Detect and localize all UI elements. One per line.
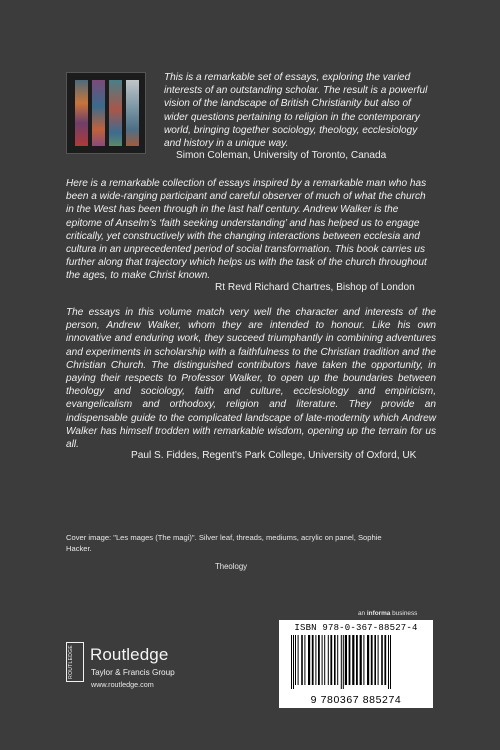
barcode-bar <box>308 635 310 685</box>
cover-image-credit: Cover image: "Les mages (The magi)". Silver leaf, threads, mediums, acrylic on panel, Sophie Hacker. <box>66 533 382 553</box>
barcode-bar <box>312 635 314 685</box>
artwork-panel <box>109 80 122 146</box>
barcode-bars <box>289 635 423 689</box>
barcode-bar <box>291 635 292 689</box>
barcode-bar <box>384 635 386 685</box>
informa-prefix: an <box>358 610 366 617</box>
barcode-bar <box>349 635 351 685</box>
cover-artwork-thumbnail <box>66 72 146 154</box>
barcode-bar <box>360 635 362 685</box>
artwork-panel <box>75 80 88 146</box>
barcode-bar <box>352 635 354 685</box>
ean-digits: 9 780367 885274 <box>310 694 402 706</box>
barcode-bar <box>315 635 316 685</box>
barcode-bar <box>337 635 338 685</box>
barcode-bar <box>334 635 336 685</box>
barcode-bar <box>345 635 347 685</box>
barcode-bar <box>343 635 344 689</box>
barcode-bar <box>301 635 303 685</box>
barcode-bar <box>381 635 383 685</box>
endorsement-attribution: Rt Revd Richard Chartres, Bishop of London <box>215 282 415 293</box>
informa-business-label <box>358 610 417 617</box>
barcode-bar <box>328 635 329 685</box>
barcode-bar <box>374 635 376 685</box>
endorsement-coleman <box>164 71 436 150</box>
barcode-bar <box>324 635 325 685</box>
barcode-bar <box>367 635 369 685</box>
publisher-url[interactable]: www.routledge.com <box>91 680 154 689</box>
barcode-bar <box>330 635 332 685</box>
barcode-bar <box>371 635 373 685</box>
endorsement-chartres <box>66 177 436 283</box>
endorsement-attribution: Paul S. Fiddes, Regent’s Park College, University of Oxford, UK <box>131 450 417 461</box>
endorsement-attribution: Simon Coleman, University of Toronto, Canada <box>176 150 387 161</box>
endorsement-text: Here is a remarkable collection of essays inspired by a remarkable man who has been a wide-ranging participant and careful observer of much of what the church in the West has been through in the last half century. Andrew Walker is the epitome of Anselm’s ‘faith seeking understanding’ and has helped us to engage critically, yet constructively with the changing interactions between ecclesia and cultura in an unprecedented period of social transformation. This book carries us further along that trajectory which helps us with the task of the church throughout the ages, to make Christ known. <box>66 178 427 282</box>
routledge-logo-icon: ROUTLEDGE <box>66 642 84 682</box>
barcode-bar <box>363 635 364 685</box>
publisher-group: Taylor & Francis Group <box>91 668 175 677</box>
barcode-bar <box>378 635 379 685</box>
isbn-text: ISBN 978-0-367-88527-4 <box>294 623 418 633</box>
informa-suffix: business <box>392 610 418 617</box>
barcode-bar <box>322 635 323 685</box>
endorsement-text: The essays in this volume match very well the character and interests of the person, Andrew Walker, whom they are intended to honour. Like his own innovative and enduring work, they succeed triumphantly in combining adventures and experiments in scholarship with a faithfulness to the Christian tradition and the Christian Church. The distinguished contributors have taken the opportunity, in paying their respects to Professor Walker, to open up the boundaries between theology and sociology, faith and culture, ecclesiology and empiricism, evangelicalism and orthodoxy, religion and literature. They provide an indispensable guide to the complicated landscape of late-modernity which Andrew Walker has himself trodden with remarkable wisdom, opening up the terrain for us all. <box>66 307 436 451</box>
publisher-name: Routledge <box>90 645 169 664</box>
barcode-bar <box>318 635 320 685</box>
barcode-bar <box>341 635 342 689</box>
endorsement-text: This is a remarkable set of essays, exploring the varied interests of an outstanding scholar. The result is a powerful vision of the landscape of British Christianity but also of wider questions pertaining to religion in the contemporary world, bringing together sociology, theology, ecclesiology and history in a unique way. <box>164 72 428 150</box>
barcode-bar <box>388 635 389 689</box>
artwork-panel <box>92 80 105 146</box>
isbn-barcode <box>279 620 433 708</box>
barcode-bar <box>356 635 358 685</box>
subject-category: Theology <box>215 562 248 571</box>
barcode-bar <box>298 635 299 685</box>
artwork-panel <box>126 80 139 146</box>
barcode-bar <box>293 635 294 689</box>
barcode-bar <box>295 635 296 685</box>
barcode-bar <box>390 635 391 689</box>
informa-brand: informa <box>366 610 391 617</box>
endorsement-fiddes <box>66 306 436 451</box>
barcode-bar <box>304 635 305 685</box>
